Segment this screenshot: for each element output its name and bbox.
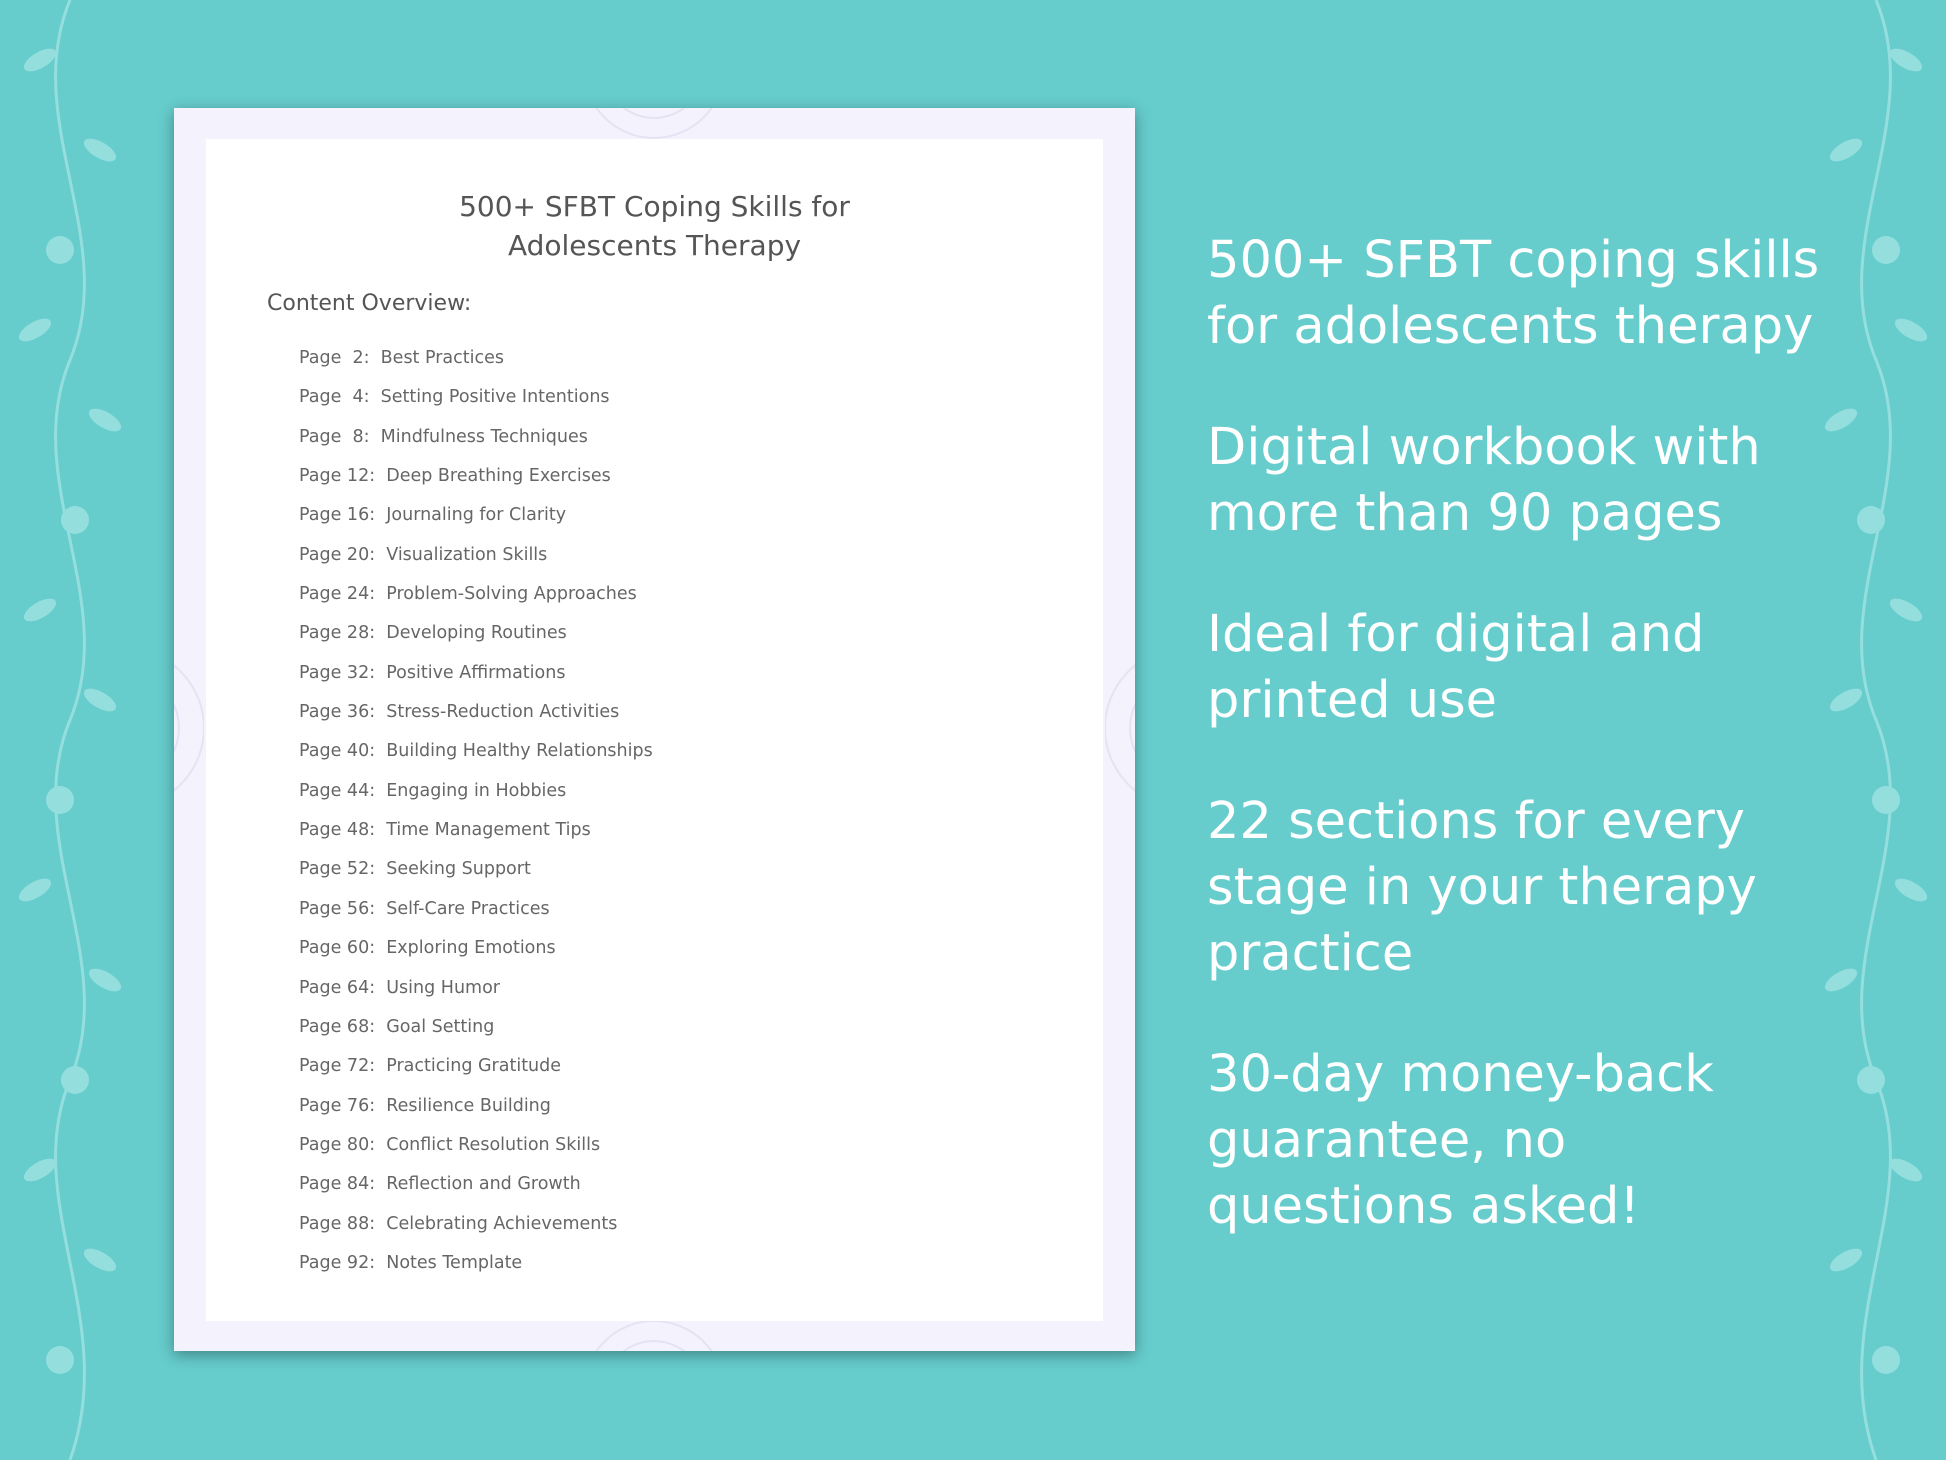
toc-page-number: Page 28: xyxy=(299,623,376,644)
toc-section-title: Building Healthy Relationships xyxy=(386,741,653,762)
toc-section-title: Goal Setting xyxy=(386,1016,495,1037)
toc-page-number: Page 36: xyxy=(299,702,376,723)
toc-section-title: Setting Positive Intentions xyxy=(380,387,610,408)
toc-item xyxy=(299,536,653,575)
toc-item xyxy=(299,772,653,811)
feature-text: Ideal for digital and printed use xyxy=(1207,605,1705,730)
page-content-area xyxy=(206,139,1103,1321)
toc-section-title: Using Humor xyxy=(386,977,500,998)
toc-item xyxy=(299,378,653,417)
feature-text: 22 sections for every stage in your therapy practice xyxy=(1207,792,1757,983)
content-overview-heading: Content Overview: xyxy=(267,291,472,316)
toc-section-title: Journaling for Clarity xyxy=(386,505,567,526)
toc-item xyxy=(299,890,653,929)
toc-item xyxy=(299,614,653,653)
toc-section-title: Conflict Resolution Skills xyxy=(386,1134,601,1155)
toc-item xyxy=(299,1126,653,1165)
toc-item xyxy=(299,929,653,968)
toc-page-number: Page 92: xyxy=(299,1252,376,1273)
toc-section-title: Practicing Gratitude xyxy=(386,1056,562,1077)
toc-page-number: Page 64: xyxy=(299,977,376,998)
toc-page-number: Page 80: xyxy=(299,1134,376,1155)
toc-section-title: Notes Template xyxy=(386,1252,523,1273)
toc-section-title: Visualization Skills xyxy=(386,544,548,565)
toc-page-number: Page 72: xyxy=(299,1056,376,1077)
workbook-page-preview xyxy=(174,108,1135,1351)
toc-section-title: Positive Affirmations xyxy=(386,662,566,683)
feature-text: Digital workbook with more than 90 pages xyxy=(1207,418,1761,543)
toc-section-title: Seeking Support xyxy=(386,859,531,880)
toc-item xyxy=(299,654,653,693)
toc-page-number: Page 60: xyxy=(299,938,376,959)
toc-section-title: Engaging in Hobbies xyxy=(386,780,567,801)
toc-page-number: Page 12: xyxy=(299,466,376,487)
toc-section-title: Problem-Solving Approaches xyxy=(386,584,637,605)
toc-section-title: Developing Routines xyxy=(386,623,567,644)
toc-page-number: Page 56: xyxy=(299,898,376,919)
toc-item xyxy=(299,1087,653,1126)
toc-item xyxy=(299,339,653,378)
toc-page-number: Page 52: xyxy=(299,859,376,880)
toc-page-number: Page 20: xyxy=(299,544,376,565)
toc-page-number: Page 2: xyxy=(299,348,370,368)
toc-item xyxy=(299,418,653,457)
toc-item xyxy=(299,693,653,732)
toc-section-title: Celebrating Achievements xyxy=(386,1213,618,1234)
toc-page-number: Page 88: xyxy=(299,1213,376,1234)
toc-item xyxy=(299,1008,653,1047)
document-title-line2: Adolescents Therapy xyxy=(507,229,802,262)
toc-section-title: Mindfulness Techniques xyxy=(380,426,588,447)
feature-list xyxy=(1207,228,1827,1295)
toc-section-title: Resilience Building xyxy=(386,1095,551,1116)
toc-section-title: Best Practices xyxy=(380,348,505,368)
toc-page-number: Page 40: xyxy=(299,741,376,762)
feature-text: 500+ SFBT coping skills for adolescents therapy xyxy=(1207,231,1820,356)
toc-page-number: Page 84: xyxy=(299,1174,376,1195)
mandala-left-decoration xyxy=(174,618,204,838)
toc-section-title: Deep Breathing Exercises xyxy=(386,466,611,487)
toc-section-title: Time Management Tips xyxy=(386,820,591,841)
toc-page-number: Page 48: xyxy=(299,820,376,841)
toc-item xyxy=(299,1244,653,1283)
toc-item xyxy=(299,811,653,850)
toc-page-number: Page 76: xyxy=(299,1095,376,1116)
toc-item xyxy=(299,1165,653,1204)
toc-item xyxy=(299,732,653,771)
toc-item xyxy=(299,457,653,496)
document-title xyxy=(206,187,1103,265)
floral-vine-left-decoration xyxy=(0,0,140,1460)
floral-vine-right-decoration xyxy=(1806,0,1946,1460)
toc-item xyxy=(299,969,653,1008)
toc-item xyxy=(299,496,653,535)
toc-item xyxy=(299,1047,653,1086)
mandala-right-decoration xyxy=(1105,618,1135,838)
table-of-contents xyxy=(299,339,653,1283)
feature-text: 30-day money-back guarantee, no questions asked! xyxy=(1207,1045,1714,1236)
toc-page-number: Page 16: xyxy=(299,505,376,526)
toc-item xyxy=(299,1205,653,1244)
toc-page-number: Page 44: xyxy=(299,780,376,801)
toc-section-title: Stress-Reduction Activities xyxy=(386,702,620,723)
toc-page-number: Page 4: xyxy=(299,387,370,408)
document-title-line1: 500+ SFBT Coping Skills for xyxy=(459,190,850,223)
toc-page-number: Page 24: xyxy=(299,584,376,605)
toc-section-title: Reflection and Growth xyxy=(386,1174,581,1195)
toc-item xyxy=(299,575,653,614)
toc-page-number: Page 8: xyxy=(299,426,370,447)
toc-item xyxy=(299,850,653,889)
toc-section-title: Self-Care Practices xyxy=(386,898,550,919)
toc-section-title: Exploring Emotions xyxy=(386,938,556,959)
toc-page-number: Page 68: xyxy=(299,1016,376,1037)
toc-page-number: Page 32: xyxy=(299,662,376,683)
